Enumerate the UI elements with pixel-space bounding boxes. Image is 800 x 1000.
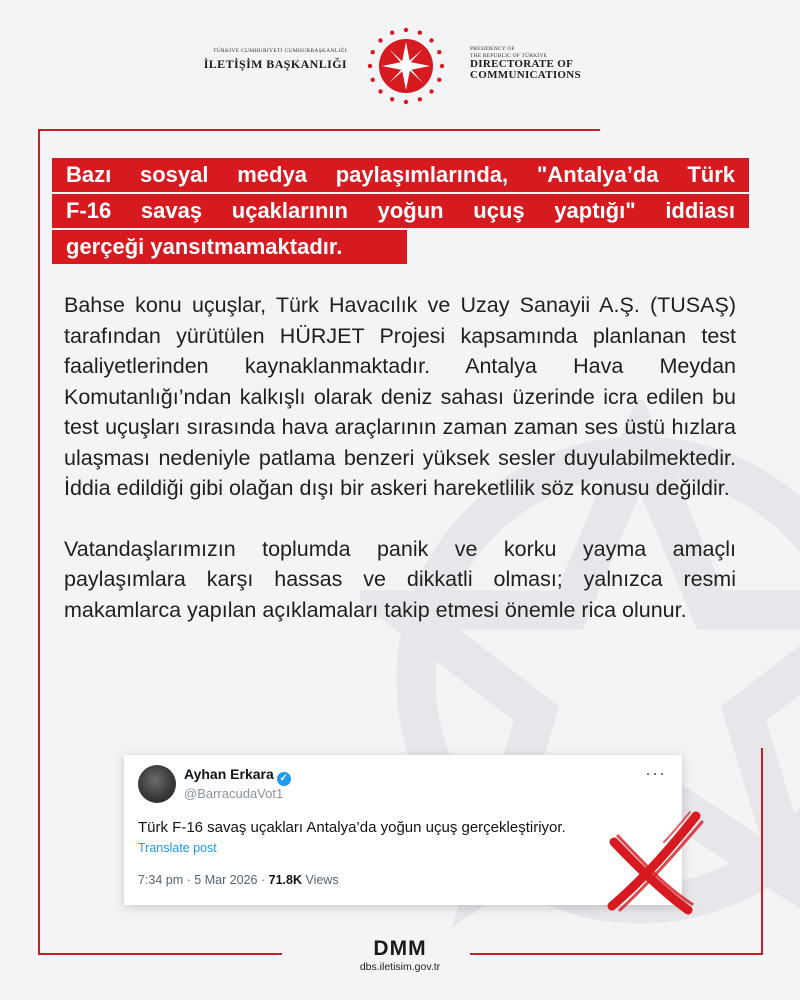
statement-body xyxy=(64,290,736,655)
false-claim-cross-icon xyxy=(592,806,712,918)
header xyxy=(0,24,800,108)
frame-bottom-right-line xyxy=(470,953,763,955)
post-text: Türk F-16 savaş uçakları Antalya’da yoğun uçuş gerçekleştiriyor. xyxy=(138,819,566,836)
dmm-logo-text: DMM xyxy=(373,937,427,959)
frame-left-line xyxy=(38,129,40,955)
post-time: 7:34 pm · 5 Mar 2026 · xyxy=(138,873,269,887)
translate-post-link: Translate post xyxy=(138,841,217,855)
header-right-big-1: DIRECTORATE OF xyxy=(470,58,574,70)
avatar xyxy=(138,765,176,803)
headline-line-3: gerçeği yansıtmamaktadır. xyxy=(52,230,407,264)
header-right-small-1: PRESIDENCY OF xyxy=(470,46,515,52)
presidency-emblem-icon xyxy=(364,24,448,108)
header-right-title xyxy=(470,46,660,81)
post-author-name: Ayhan Erkara xyxy=(184,766,274,782)
dmm-logo xyxy=(358,937,442,959)
more-options-icon: ··· xyxy=(645,763,666,783)
post-handle: @BarracudaVot1 xyxy=(184,786,284,801)
header-right-big-2: COMMUNICATIONS xyxy=(470,69,581,81)
post-author xyxy=(184,766,291,786)
header-left-title xyxy=(157,48,347,72)
header-right-small-2: THE REPUBLIC OF TÜRKİYE xyxy=(470,52,548,59)
paragraph-2: Vatandaşlarımızın toplumda panik ve korku yayma amaçlı paylaşımlara karşı hassas ve dikkatli olması; yalnızca resmi makamlarca yapılan açıklamaları takip etmesi önemle rica olunur. xyxy=(64,536,736,622)
header-left-big: İLETİŞİM BAŞKANLIĞI xyxy=(203,57,347,71)
post-views-label: Views xyxy=(301,873,339,887)
paragraph-1: Bahse konu uçuşlar, Türk Havacılık ve Uzay Sanayii A.Ş. (TUSAŞ) tarafından yürütülen HÜRJET Projesi kapsamında planlanan test faaliyetlerinden kaynaklanmaktadır. Antalya Hava Meydan Komutanlığı’ndan kalkışlı olarak deniz sahası üzerinde icra edilen bu test uçuşları sırasında hava araçlarının zaman zaman ses üstü hızlara ulaşması nedeniyle patlama benzeri yüksek sesler duyulabilmektedir. İddia edildiği gibi olağan dışı bir askeri hareketlilik söz konusu değildir. xyxy=(64,293,736,500)
post-views-count: 71.8K xyxy=(268,873,302,887)
headline xyxy=(52,158,752,266)
frame-right-line xyxy=(761,748,763,955)
post-meta xyxy=(138,873,339,887)
headline-line-2: F-16 savaş uçaklarının yoğun uçuş yaptığı" iddiası xyxy=(52,194,749,228)
headline-line-1: Bazı sosyal medya paylaşımlarında, "Antalya’da Türk xyxy=(52,158,749,192)
verified-badge-icon: ✓ xyxy=(277,772,291,786)
header-left-small: TÜRKİYE CUMHURİYETİ CUMHURBAŞKANLIĞI xyxy=(213,48,347,54)
footer-url: dbs.iletisim.gov.tr xyxy=(359,961,441,973)
frame-top-line xyxy=(38,129,600,131)
frame-bottom-left-line xyxy=(38,953,282,955)
